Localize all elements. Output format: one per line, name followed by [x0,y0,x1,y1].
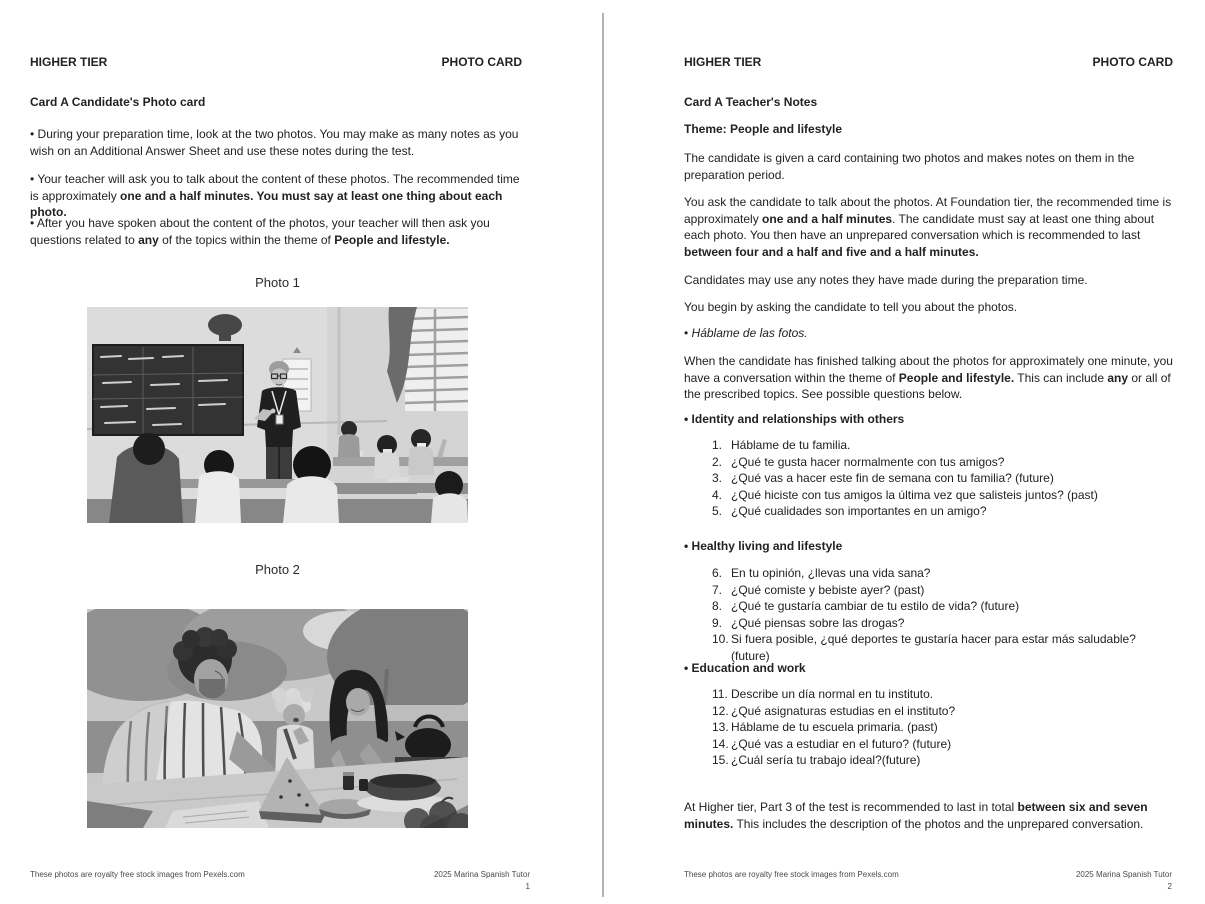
brand-text: 2025 Marina Spanish Tutor [433,870,530,879]
page2-title: Card A Teacher's Notes [684,95,818,109]
question-list-identity [684,437,1173,520]
question-number: 1. [712,438,723,452]
question-row [684,615,1173,632]
photo-1-label: Photo 1 [255,275,300,290]
question-number: 13. [712,720,729,735]
section-heading-healthy: • Healthy living and lifestyle [684,539,843,553]
question-row [684,703,1173,720]
page2-card-type-label: PHOTO CARD [1092,55,1173,69]
question-text: En tu opinión, ¿llevas una vida sana? [731,566,931,580]
page2-photo-credit: These photos are royalty free stock images from Pexels.com [684,870,899,879]
question-list-education [684,686,1173,769]
page2-prompt-hablame: • Háblame de las fotos. [684,326,808,340]
question-row [684,582,1173,599]
question-number: 9. [712,615,723,630]
question-row [684,470,1173,487]
page-2 [604,13,1205,897]
question-text: ¿Qué vas a estudiar en el futuro? (future) [731,736,952,751]
question-row [684,736,1173,753]
question-text: Háblame de tu escuela primaria. (past) [731,720,938,735]
question-text: ¿Qué te gustaría cambiar de tu estilo de vida? (future) [731,599,1020,614]
question-text: ¿Qué comiste y bebiste ayer? (past) [731,582,925,597]
page1-photo-credit: These photos are royalty free stock images from Pexels.com [30,870,245,879]
question-text: ¿Qué piensas sobre las drogas? [731,615,905,630]
question-number: 7. [712,582,723,597]
page2-closing-para: At Higher tier, Part 3 of the test is recommended to last in total between six and seven minutes. This includes the description of the photos and the unprepared conversation. [684,800,1148,831]
page2-para-intro: The candidate is given a card containing two photos and makes notes on them in the preparation period. [684,151,1135,182]
question-row [684,487,1173,504]
page1-tier-label: HIGHER TIER [30,55,108,69]
page1-instruction-2: • Your teacher will ask you to talk about the content of these photos. The recommended time is approximately one and a half minutes. You must say at least one thing about each photo. [30,172,520,220]
page1-instruction-1: • During your preparation time, look at the two photos. You may make as many notes as you wish on an Additional Answer Sheet and use these notes during the test. [30,127,519,158]
page1-title: Card A Candidate's Photo card [30,95,206,109]
page2-para-notes: Candidates may use any notes they have made during the preparation time. [684,273,1088,287]
question-list-healthy [684,565,1173,665]
question-number: 12. [712,703,729,718]
photo-2-label: Photo 2 [255,562,300,577]
page2-footer-brand [1076,869,1172,892]
page-number: 1 [525,881,530,891]
page-1 [0,13,602,897]
question-text: ¿Qué vas a hacer este fin de semana con tu familia? (future) [731,471,1054,486]
question-number: 10. [712,632,729,647]
page2-theme: Theme: People and lifestyle [684,122,843,136]
question-row [684,598,1173,615]
question-number: 8. [712,599,723,614]
page2-para-when: When the candidate has finished talking about the photos for approximately one minute, you have a conversation within the theme of People and lifestyle. This can include any or all of the prescribed topics. See possible questions below. [684,354,1173,402]
question-row [684,454,1173,471]
page1-card-type-label: PHOTO CARD [441,55,522,69]
question-text: ¿Cuál sería tu trabajo ideal?(future) [731,753,921,768]
photo-2-image [87,609,468,828]
question-number: 4. [712,487,723,502]
question-text: ¿Qué asignaturas estudias en el instituto? [731,703,956,718]
page1-footer-brand [434,869,530,892]
question-row [684,686,1173,703]
page1-instruction-3: • After you have spoken about the content of the photos, your teacher will then ask you questions related to any of the topics within the theme of People and lifestyle. [30,216,490,247]
question-row [684,565,1173,582]
section-heading-identity: • Identity and relationships with others [684,412,905,426]
question-number: 5. [712,504,723,519]
question-number: 11. [712,687,728,701]
question-number: 6. [712,566,723,580]
page2-para-ask: You ask the candidate to talk about the photos. At Foundation tier, the recommended time is approximately one and a half minutes. The candidate must say at least one thing about each photo. You then have an unprepared conversation which is recommended to last between four and a half and five and a half minutes. [684,195,1172,259]
question-number: 14. [712,736,729,751]
question-text: ¿Qué cualidades son importantes en un amigo? [731,504,987,519]
page2-para-begin: You begin by asking the candidate to tell you about the photos. [684,300,1018,314]
question-text: Si fuera posible, ¿qué deportes te gustaría hacer para estar más saludable?(future) [731,632,1136,663]
brand-text: 2025 Marina Spanish Tutor [1075,870,1172,879]
question-text: ¿Qué hiciste con tus amigos la última vez que salisteis juntos? (past) [731,487,1098,502]
child-shape [272,688,315,777]
question-number: 15. [712,753,729,768]
page2-tier-label: HIGHER TIER [684,55,762,69]
question-number: 3. [712,471,723,486]
question-text: ¿Qué te gusta hacer normalmente con tus amigos? [731,454,1005,469]
question-row [684,437,1173,454]
photo-1-image [87,307,468,523]
question-row [684,752,1173,769]
page-number: 2 [1167,881,1172,891]
section-heading-education: • Education and work [684,661,806,675]
question-row [684,719,1173,736]
question-row [684,503,1173,520]
question-text: Háblame de tu familia. [731,438,851,452]
question-text: Describe un día normal en tu instituto. [731,687,934,701]
question-number: 2. [712,454,723,469]
